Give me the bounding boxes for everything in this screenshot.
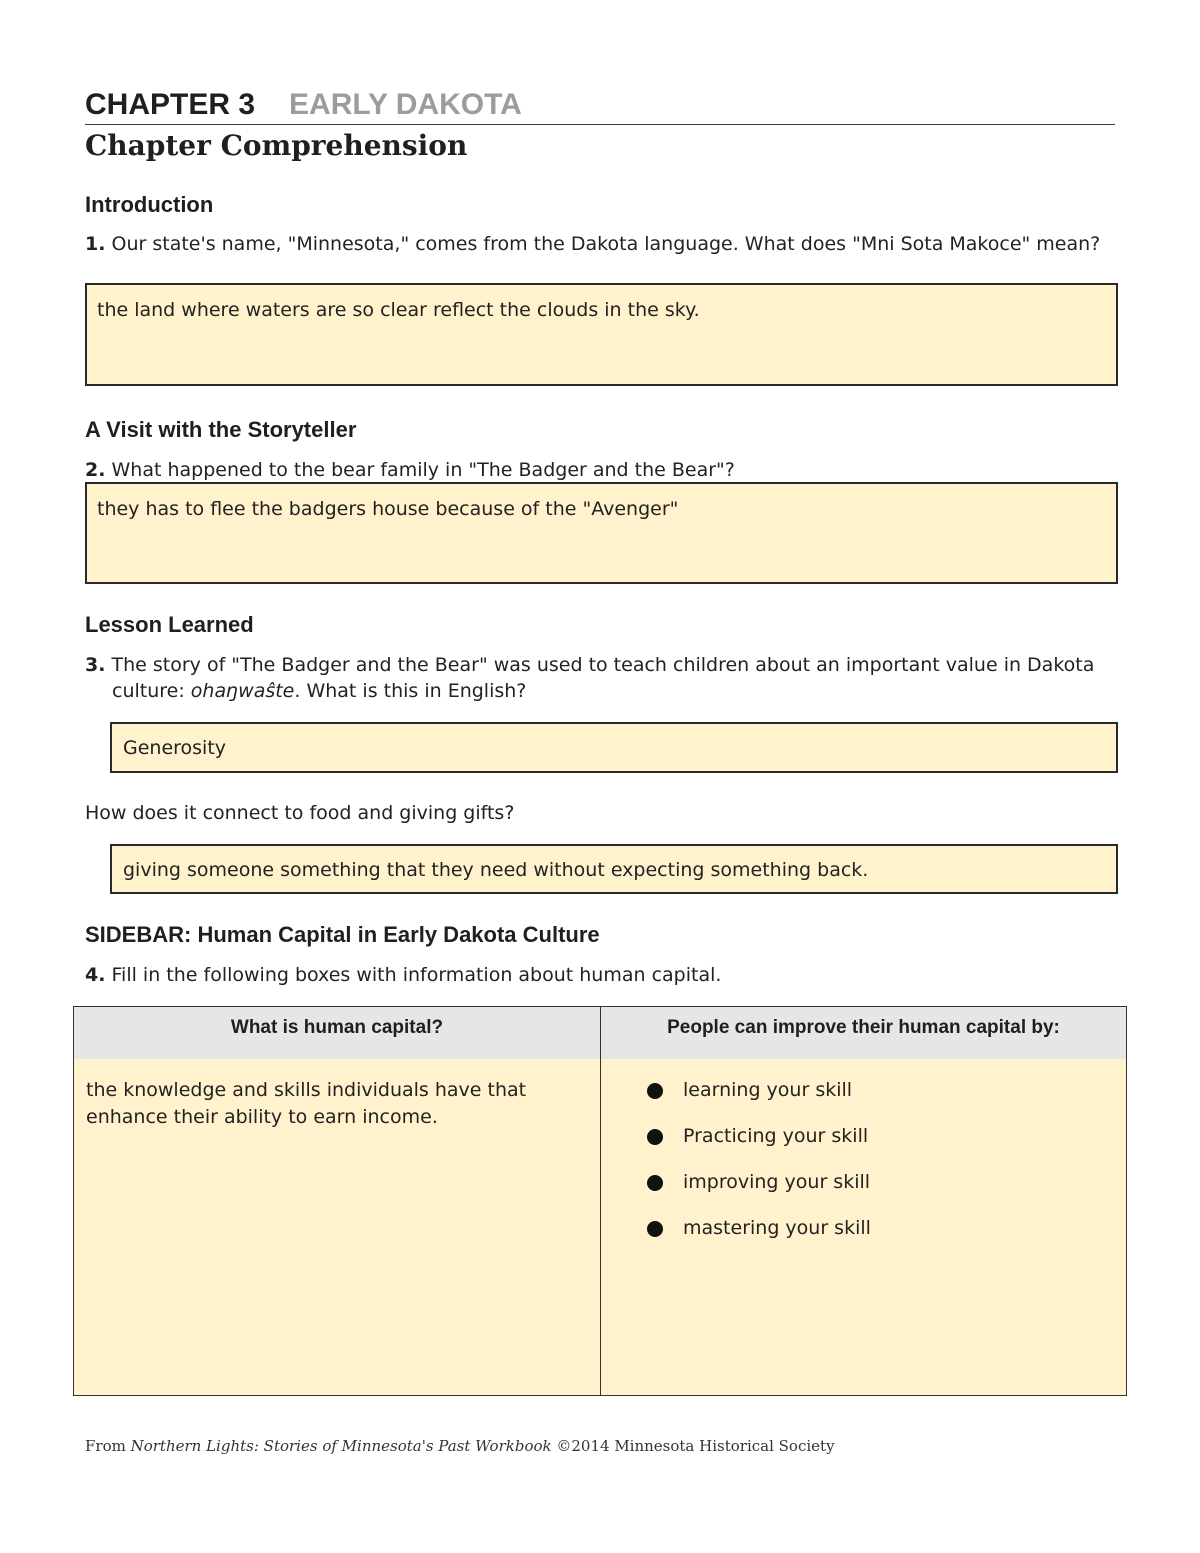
chapter-name: EARLY DAKOTA [289, 88, 522, 121]
question-1-text: Our state's name, "Minnesota," comes from the Dakota language. What does "Mni Sota Makoce" mean? [111, 233, 1101, 255]
page-title: Chapter Comprehension [85, 129, 468, 162]
answer-3-text: Generosity [123, 737, 227, 759]
footer-credit [85, 1435, 835, 1457]
list-item-text: Practicing your skill [683, 1125, 869, 1147]
table-header-improve-by: People can improve their human capital by: [667, 1017, 1060, 1038]
human-capital-table [73, 1006, 1127, 1396]
answer-3-followup-text: giving someone something that they need without expecting something back. [123, 859, 869, 881]
question-3-followup: How does it connect to food and giving gifts? [85, 802, 515, 824]
section-heading-introduction: Introduction [85, 192, 214, 217]
question-4-text: Fill in the following boxes with information about human capital. [111, 964, 722, 986]
question-3-term: ohaŋwaŝte [190, 680, 295, 702]
answer-1-text: the land where waters are so clear reflect the clouds in the sky. [97, 299, 700, 321]
answer-1-field[interactable] [85, 283, 1118, 386]
section-heading-sidebar: SIDEBAR: Human Capital in Early Dakota Culture [85, 922, 600, 947]
table-header-what-is: What is human capital? [230, 1017, 444, 1038]
bullet-icon [647, 1129, 663, 1145]
bullet-icon [647, 1175, 663, 1191]
answer-3-field[interactable] [110, 722, 1118, 773]
chapter-number: CHAPTER 3 [85, 88, 256, 121]
question-2-text: What happened to the bear family in "The Badger and the Bear"? [111, 459, 735, 481]
bullet-icon [647, 1083, 663, 1099]
question-3-number: 3. [85, 654, 106, 676]
footer-book-title: Northern Lights: Stories of Minnesota's Past Workbook [130, 1437, 552, 1455]
section-heading-storyteller: A Visit with the Storyteller [85, 417, 357, 442]
section-heading-lesson: Lesson Learned [85, 612, 254, 637]
footer-prefix: From [85, 1437, 131, 1455]
bullet-icon [647, 1221, 663, 1237]
question-3-text-before: The story of "The Badger and the Bear" was used to teach children about an important value in Dakota culture: [111, 654, 1095, 702]
answer-2-field[interactable] [85, 482, 1118, 584]
question-3 [85, 652, 1115, 704]
answer-3-followup-field[interactable] [110, 844, 1118, 894]
table-column-divider [600, 1007, 601, 1395]
list-item-text: improving your skill [683, 1171, 871, 1193]
question-3-text-after: . What is this in English? [294, 680, 527, 702]
question-4 [85, 962, 1115, 988]
question-1 [85, 231, 1115, 257]
question-1-number: 1. [85, 233, 106, 255]
footer-suffix: ©2014 Minnesota Historical Society [551, 1437, 835, 1455]
chapter-header [85, 86, 1115, 125]
human-capital-definition-field[interactable]: the knowledge and skills individuals have that enhance their ability to earn income. [86, 1079, 527, 1128]
question-2 [85, 457, 1115, 483]
question-2-number: 2. [85, 459, 106, 481]
answer-2-text: they has to flee the badgers house because of the "Avenger" [97, 498, 679, 520]
list-item-text: learning your skill [683, 1079, 853, 1101]
list-item-text: mastering your skill [683, 1217, 871, 1239]
question-4-number: 4. [85, 964, 106, 986]
